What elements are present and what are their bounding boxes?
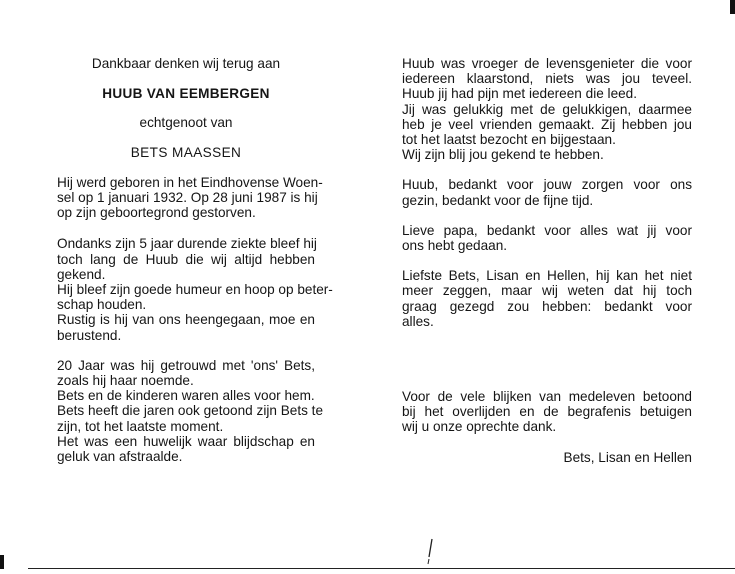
relation-text: echtgenoot van [139,115,233,131]
paragraph-line: heb je veel vrienden gemaakt. Zij hebben jou [402,116,692,132]
paragraph-line: wij u onze oprechte dank. [402,419,557,435]
paragraph-line: Rustig is hij van ons heengegaan, moe en [57,312,315,328]
dearest-paragraph [402,268,692,329]
left-column [57,56,333,465]
paragraph-line: alles. [402,313,434,329]
paragraph-line: 20 Jaar was hij getrouwd met 'ons' Bets, [57,357,315,373]
paragraph-line: Liefste Bets, Lisan en Hellen, hij kan het niet [402,268,692,284]
paragraph-line: graag gezegd zou hebben: bedankt voor [402,298,692,314]
right-column [402,56,692,465]
paragraph-line: Wij zijn blij jou gekend te hebben. [402,147,604,163]
paragraph-line: Lieve papa, bedankt voor alles wat jij voor [402,222,692,238]
marriage-paragraph [57,357,324,465]
paragraph-line: toch lang de Huub die wij altijd hebben [57,251,315,267]
paragraph-line: ons hebt gedaan. [402,238,508,254]
paragraph-line: Huub was vroeger de levensgenieter die voor [402,56,692,71]
gratitude-paragraph [402,389,692,435]
illness-paragraph [57,236,333,343]
birth-paragraph [57,174,323,221]
paragraph-line: zoals hij haar noemde. [57,373,194,389]
paragraph-line: Hij bleef zijn goede humeur en hoop op beter- [57,282,333,298]
paragraph-line: gezin, bedankt voor de fijne tijd. [402,192,594,208]
thanks-paragraph [402,177,692,207]
paragraph-line: Het was een huwelijk waar blijdschap en [57,433,315,449]
paragraph-line: zijn, tot het laatste moment. [57,418,224,434]
card-bottom-edge [28,568,735,570]
signature: Bets, Lisan en Hellen [563,449,692,465]
paragraph-line: Huub jij had pijn met iedereen die leed. [402,86,638,102]
spouse-name: BETS MAASSEN [130,144,242,160]
scan-edge-mark [0,555,4,569]
paragraph-line: iedereen klaarstond, niets was jou teveel. [402,71,692,87]
intro-text: Dankbaar denken wij terug aan [91,56,281,71]
paragraph-line: bij het overlijden en de begrafenis betuigen [402,404,692,420]
paragraph-line: Hij werd geboren in het Eindhovense Woen- [57,174,323,190]
papa-paragraph [402,223,692,253]
paragraph-line: op zijn geboortegrond gestorven. [57,205,256,221]
paragraph-line: gekend. [57,266,106,282]
paragraph-line: Bets en de kinderen waren alles voor hem. [57,388,315,404]
paragraph-line: Ondanks zijn 5 jaar durende ziekte bleef hij [57,236,317,252]
scan-edge-mark [730,0,735,14]
tribute-paragraph [402,56,692,162]
paragraph-line: Bets heeft die jaren ook getoond zijn Bets te [57,403,324,419]
paragraph-line: Huub, bedankt voor jouw zorgen voor ons [402,177,692,193]
paragraph-line: Voor de vele blijken van medeleven betoond [402,389,692,405]
paragraph-line: schap houden. [57,297,147,313]
paragraph-line: Jij was gelukkig met de gelukkigen, daarmee [402,101,692,117]
paragraph-line: meer zeggen, maar wij weten dat hij toch [402,283,692,299]
fold-mark [426,537,436,565]
paragraph-line: geluk van afstraalde. [57,449,183,465]
paragraph-line: tot het laatst bezocht en bijgestaan. [402,132,616,148]
deceased-name: HUUB VAN EEMBERGEN [102,86,270,102]
paragraph-line: sel op 1 januari 1932. Op 28 juni 1987 is hij [57,190,318,206]
paragraph-line: berustend. [57,327,122,343]
